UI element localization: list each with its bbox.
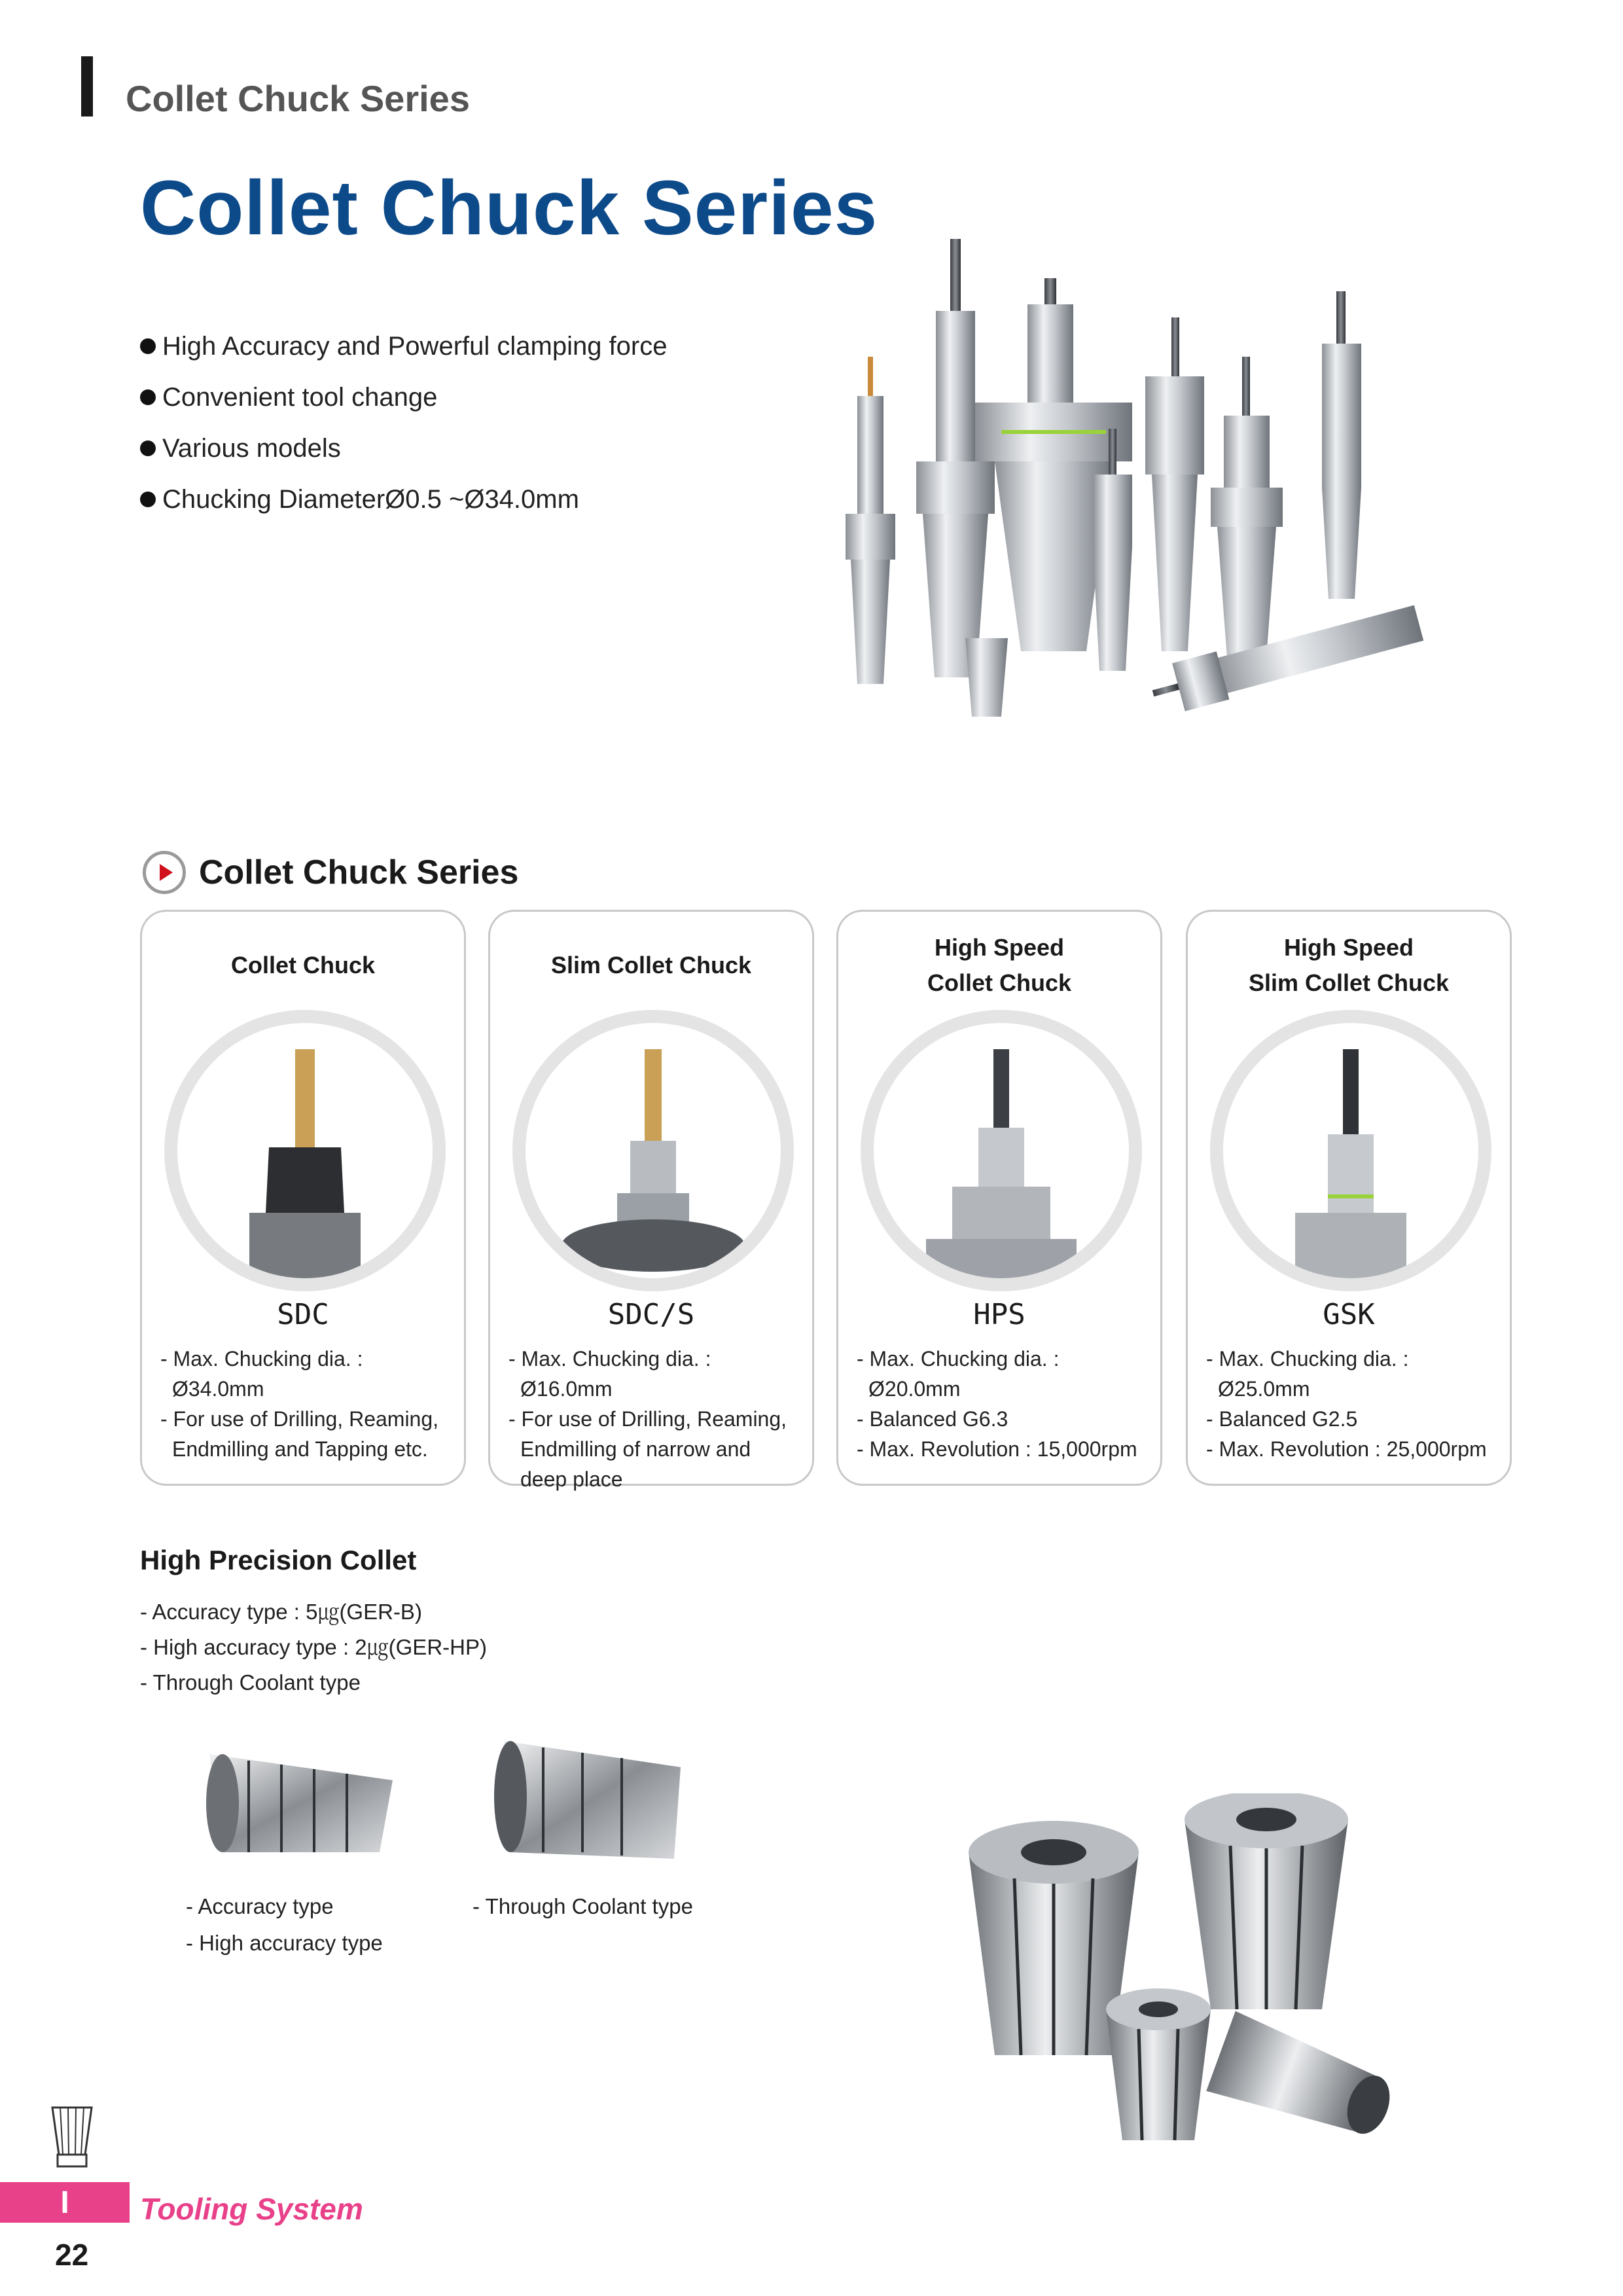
footer-section-name: Tooling System (140, 2192, 363, 2226)
bullet-icon (140, 389, 156, 405)
spec-item: - Max. Chucking dia. : Ø25.0mm (1206, 1347, 1409, 1401)
feature-item (140, 321, 667, 372)
spec-list (857, 1344, 1151, 1464)
gsk-product-image (1223, 1023, 1478, 1278)
series-heading (143, 851, 518, 894)
series-title: Collet Chuck Series (199, 853, 519, 891)
feature-text: Various models (162, 434, 341, 463)
feature-text: Chucking DiameterØ0.5 ~Ø34.0mm (162, 485, 579, 514)
precision-collet-item: - Accuracy type : 5㎍(GER-B) (140, 1600, 422, 1624)
chapter-number: I (60, 2185, 69, 2220)
precision-collet-item: - Through Coolant type (140, 1670, 361, 1695)
feature-text: High Accuracy and Powerful clamping force (162, 332, 668, 361)
hps-product-image (874, 1023, 1129, 1278)
card-name: High Speed Slim Collet Chuck (1248, 934, 1450, 996)
card-image-frame (164, 1010, 446, 1291)
spec-item: - Max. Chucking dia. : Ø16.0mm (508, 1347, 711, 1401)
spec-item: - For use of Drilling, Reaming, Endmilling of narrow and deep place (508, 1407, 787, 1491)
play-icon (143, 851, 186, 894)
model-code: HPS (973, 1298, 1026, 1331)
card-name: High Speed Collet Chuck (927, 934, 1072, 996)
spec-item: - Balanced G6.3 (857, 1407, 1008, 1431)
bullet-icon (140, 492, 156, 507)
spec-item: - For use of Drilling, Reaming, Endmilling and Tapping etc. (160, 1407, 439, 1461)
precision-collet-title: High Precision Collet (140, 1545, 417, 1575)
collet-icon (46, 2102, 98, 2174)
caption-item: - Accuracy type (186, 1894, 334, 1918)
model-code: GSK (1323, 1298, 1375, 1331)
precision-collet-item: - High accuracy type : 2㎍(GER-HP) (140, 1635, 487, 1659)
feature-list (140, 321, 667, 525)
spec-list (160, 1344, 455, 1464)
page-title: Collet Chuck Series (140, 165, 878, 251)
product-card-hps (836, 910, 1162, 1486)
sdc-product-image (177, 1023, 433, 1278)
precision-collet-list (140, 1594, 487, 1700)
spec-item: - Max. Chucking dia. : Ø20.0mm (857, 1347, 1060, 1401)
card-name: Slim Collet Chuck (550, 952, 752, 978)
caption-accuracy (186, 1888, 383, 1962)
product-card-sdcs (488, 910, 814, 1491)
card-image-frame (512, 1010, 794, 1291)
feature-item (140, 372, 667, 423)
accuracy-collet-image (196, 1721, 419, 1878)
model-code: SDC (277, 1298, 329, 1331)
feature-text: Convenient tool change (162, 383, 438, 412)
spec-list (1206, 1344, 1501, 1464)
header-bar (81, 56, 93, 117)
product-card-gsk (1186, 910, 1512, 1486)
spec-item: - Balanced G2.5 (1206, 1407, 1358, 1431)
caption-coolant: - Through Coolant type (473, 1894, 693, 1918)
page-number: 22 (55, 2238, 89, 2272)
caption-item: - High accuracy type (186, 1931, 383, 1955)
model-code: SDC/S (607, 1298, 695, 1331)
hero-product-image (805, 232, 1459, 736)
product-card-sdc (140, 910, 466, 1486)
collet-group-image (955, 1793, 1407, 2160)
spec-item: - Max. Revolution : 25,000rpm (1206, 1437, 1487, 1461)
spec-list (508, 1344, 803, 1494)
feature-item (140, 423, 667, 474)
section-label: Collet Chuck Series (126, 78, 470, 119)
spec-item: - Max. Revolution : 15,000rpm (857, 1437, 1137, 1461)
sdcs-product-image (526, 1023, 781, 1278)
feature-item (140, 474, 667, 525)
bullet-icon (140, 440, 156, 456)
card-image-frame (861, 1010, 1142, 1291)
card-name: Collet Chuck (230, 952, 376, 978)
bullet-icon (140, 338, 156, 354)
card-image-frame (1210, 1010, 1491, 1291)
spec-item: - Max. Chucking dia. : Ø34.0mm (160, 1347, 363, 1401)
coolant-collet-image (484, 1721, 707, 1878)
